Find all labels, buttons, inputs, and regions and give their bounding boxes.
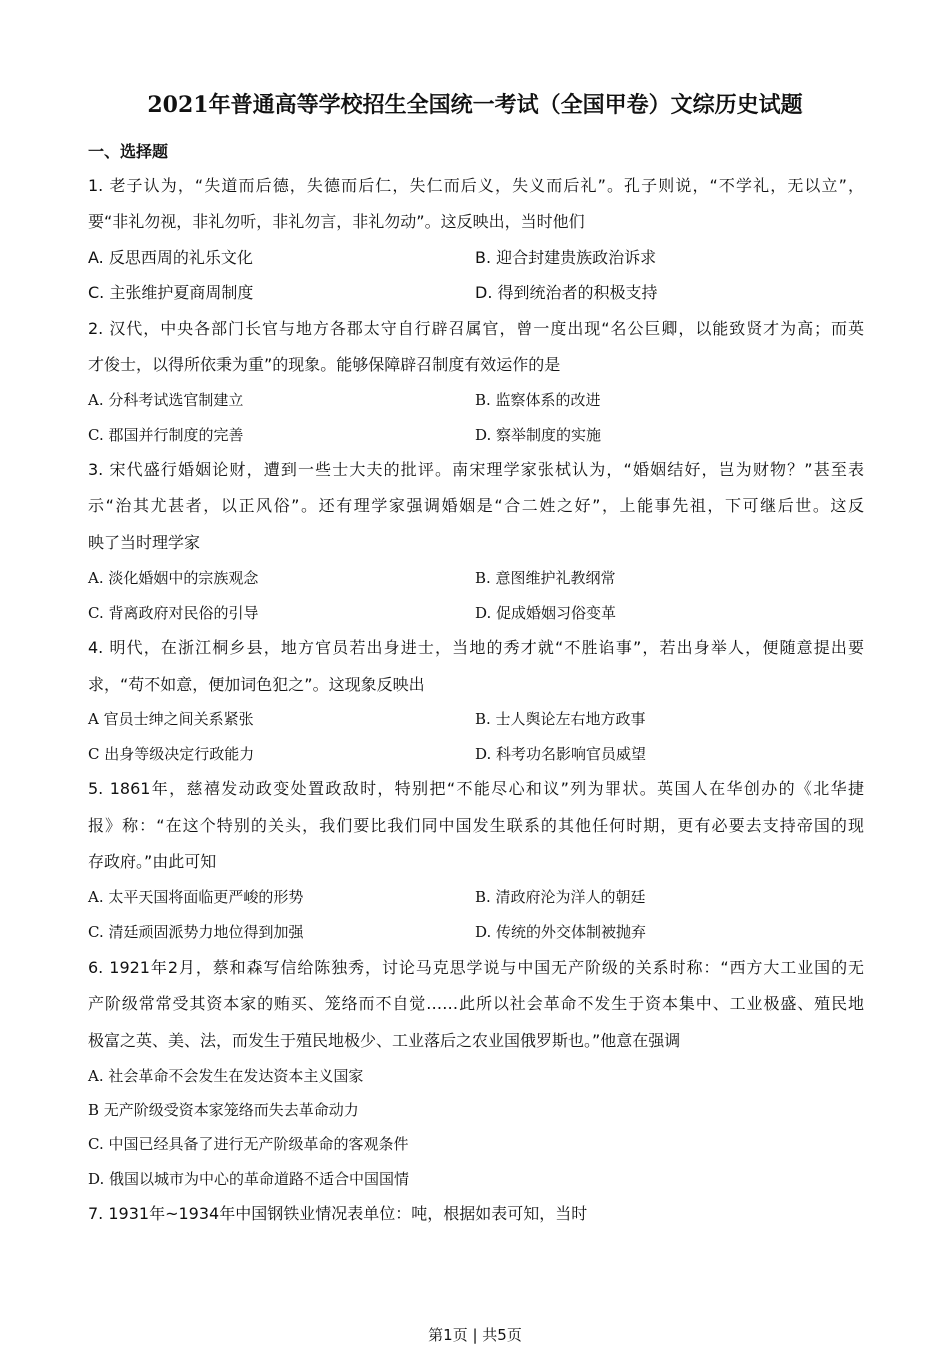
question-1-option-d: D. 得到统治者的积极支持 bbox=[475, 283, 658, 302]
question-4-option-d: D. 科考功名影响官员威望 bbox=[475, 745, 647, 763]
question-7-text: 7. 1931年~1934年中国钢铁业情况表单位：吨，根据如表可知，当时 bbox=[88, 1204, 588, 1223]
question-2-text: 2. 汉代，中央各部门长官与地方各郡太守自行辟召属官，曾一度出现“名公巨卿，以能致贤才为高；而英 bbox=[88, 319, 864, 338]
question-5-text: 存政府。”由此可知 bbox=[88, 852, 217, 871]
question-2-text: 才俊士，以得所依秉为重”的现象。能够保障辟召制度有效运作的是 bbox=[88, 355, 561, 374]
question-3-text: 3. 宋代盛行婚姻论财，遭到一些士大夫的批评。南宋理学家张栻认为，“婚姻结好，岂为财物？”甚至表 bbox=[88, 460, 864, 479]
question-1-text: 要“非礼勿视，非礼勿听，非礼勿言，非礼勿动”。这反映出，当时他们 bbox=[88, 212, 585, 231]
page-title: 2021年普通高等学校招生全国统一考试（全国甲卷）文综历史试题 bbox=[147, 92, 803, 118]
question-3-text: 示“治其尤甚者，以正风俗”。还有理学家强调婚姻是“合二姓之好”，上能事先祖，下可继后世。这反 bbox=[88, 496, 864, 515]
question-3-option-a: A. 淡化婚姻中的宗族观念 bbox=[88, 569, 259, 587]
question-4-text: 4. 明代，在浙江桐乡县，地方官员若出身进士，当地的秀才就“不胜谄事”，若出身举人，便随意提出要 bbox=[88, 638, 864, 657]
page-footer: 第1页 | 共5页 bbox=[428, 1326, 522, 1344]
question-5-text: 报》称：“在这个特别的关头，我们要比我们同中国发生联系的其他任何时期，更有必要去支持帝国的现 bbox=[88, 816, 864, 835]
question-1-option-a: A. 反思西周的礼乐文化 bbox=[88, 248, 253, 267]
question-3-text: 映了当时理学家 bbox=[88, 533, 201, 552]
question-2-option-d: D. 察举制度的实施 bbox=[475, 426, 602, 444]
question-6-option-d: D. 俄国以城市为中心的革命道路不适合中国国情 bbox=[88, 1170, 410, 1188]
question-3-option-c: C. 背离政府对民俗的引导 bbox=[88, 604, 259, 622]
section-heading: 一、选择题 bbox=[88, 142, 169, 161]
question-6-text: 6. 1921年2月，蔡和森写信给陈独秀，讨论马克思学说与中国无产阶级的关系时称：“西方大工业国的无 bbox=[88, 958, 864, 977]
question-6-option-a: A. 社会革命不会发生在发达资本主义国家 bbox=[88, 1067, 364, 1085]
question-5-option-c: C. 清廷顽固派势力地位得到加强 bbox=[88, 923, 304, 941]
question-1-option-c: C. 主张维护夏商周制度 bbox=[88, 283, 254, 302]
question-4-option-a: A 官员士绅之间关系紧张 bbox=[88, 710, 254, 728]
question-6-option-c: C. 中国已经具备了进行无产阶级革命的客观条件 bbox=[88, 1135, 409, 1153]
question-5-text: 5. 1861年，慈禧发动政变处置政敌时，特别把“不能尽心和议”列为罪状。英国人在华创办的《北华捷 bbox=[88, 779, 864, 798]
question-2-option-a: A. 分科考试选官制建立 bbox=[88, 391, 244, 409]
question-1-text: 1. 老子认为，“失道而后德，失德而后仁，失仁而后义，失义而后礼”。孔子则说，“不学礼，无以立”， bbox=[88, 176, 864, 195]
question-5-option-b: B. 清政府沦为洋人的朝廷 bbox=[475, 888, 646, 906]
question-2-option-c: C. 郡国并行制度的完善 bbox=[88, 426, 244, 444]
question-4-text: 求，“苟不如意，便加词色犯之”。这现象反映出 bbox=[88, 675, 425, 694]
question-3-option-d: D. 促成婚姻习俗变革 bbox=[475, 604, 617, 622]
question-4-option-c: C 出身等级决定行政能力 bbox=[88, 745, 255, 763]
question-6-text: 极富之英、美、法，而发生于殖民地极少、工业落后之农业国俄罗斯也。”他意在强调 bbox=[88, 1031, 681, 1050]
question-6-text: 产阶级常常受其资本家的贿买、笼络而不自觉……此所以社会革命不发生于资本集中、工业极盛、殖民地 bbox=[88, 994, 864, 1013]
question-5-option-a: A. 太平天国将面临更严峻的形势 bbox=[88, 888, 304, 906]
question-5-option-d: D. 传统的外交体制被抛弃 bbox=[475, 923, 647, 941]
question-3-option-b: B. 意图维护礼教纲常 bbox=[475, 569, 616, 587]
question-2-option-b: B. 监察体系的改进 bbox=[475, 391, 601, 409]
question-6-option-b: B 无产阶级受资本家笼络而失去革命动力 bbox=[88, 1101, 359, 1119]
question-1-option-b: B. 迎合封建贵族政治诉求 bbox=[475, 248, 657, 267]
question-4-option-b: B. 士人舆论左右地方政事 bbox=[475, 710, 646, 728]
